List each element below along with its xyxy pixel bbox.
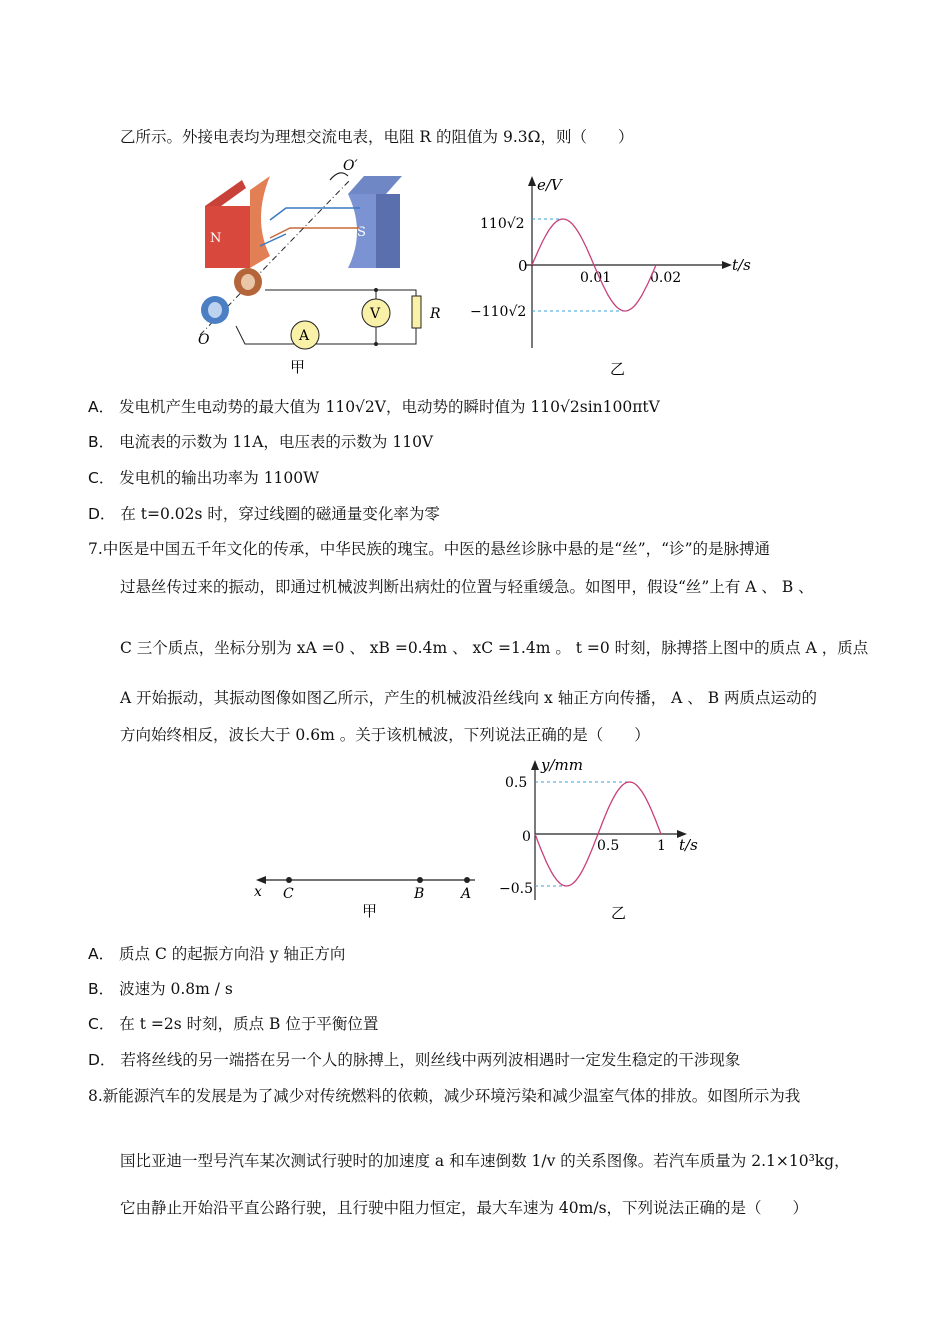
x-label: t/s <box>732 256 751 274</box>
q8-line-1: 8.新能源汽车的发展是为了减少对传统燃料的依赖，减少环境污染和减少温室气体的排放。如图所示为我 <box>88 1087 801 1105</box>
q7-figure-yi <box>495 752 725 922</box>
point-b <box>417 877 423 883</box>
q8-line-3: 它由静止开始沿平直公路行驶，且行驶中阻力恒定，最大车速为 40m/s，下列说法正确的是（ ） <box>120 1199 809 1217</box>
a-label: A <box>461 886 472 902</box>
point-c <box>286 877 292 883</box>
q6-yi-caption: 乙 <box>610 360 626 378</box>
ytick-top: 0.5 <box>505 775 528 791</box>
s-magnet-top <box>348 176 402 194</box>
xtick-1: 0.01 <box>580 270 612 286</box>
b-label: B <box>414 886 425 902</box>
n-magnet-curve <box>250 176 270 268</box>
x-label: x <box>254 884 262 900</box>
c-label: C <box>283 886 294 902</box>
q7-line-2: 过悬丝传过来的振动，即通过机械波判断出病灶的位置与轻重缓急。如图甲，假设“丝”上有 A 、 B 、 <box>120 578 814 596</box>
q7-figure-jia <box>250 868 490 918</box>
q7-option-b[interactable]: B． 波速为 0.8m / s <box>88 980 233 998</box>
coil-wire-1 <box>270 208 360 220</box>
q7-line-1: 7.中医是中国五千年文化的传承，中华民族的瑰宝。中医的悬丝诊脉中悬的是“丝”，“诊”的是脉搏通 <box>88 540 770 558</box>
origin-label: 0 <box>522 829 531 845</box>
q6-option-a[interactable]: A． 发电机产生电动势的最大值为 110√2V，电动势的瞬时值为 110√2sin100πtV <box>88 398 660 416</box>
q6-figure-yi <box>470 170 760 380</box>
q7-line-3: C 三个质点，坐标分别为 xA =0 、 xB =0.4m 、 xC =1.4m 。 t =0 时刻，脉搏搭上图中的质点 A ，质点 <box>120 639 869 657</box>
origin-label: 0 <box>518 257 528 275</box>
ammeter-label: A <box>299 328 310 344</box>
ytick-bottom: −110√2 <box>470 304 527 320</box>
q6-option-b[interactable]: B． 电流表的示数为 11A，电压表的示数为 110V <box>88 433 434 451</box>
q7-yi-caption: 乙 <box>611 904 627 922</box>
resistor-label: R <box>430 306 441 322</box>
voltmeter-label: V <box>370 306 381 322</box>
y-label: y/mm <box>541 756 583 774</box>
q6-stem-end: 乙所示。外接电表均为理想交流电表，电阻 R 的阻值为 9.3Ω，则（ ） <box>120 128 634 146</box>
oprime-label: O′ <box>343 158 358 174</box>
o-label: O <box>198 332 210 348</box>
xtick-2: 1 <box>657 838 666 854</box>
n-label: N <box>210 231 222 246</box>
q6-option-d[interactable]: D． 在 t=0.02s 时，穿过线圈的磁通量变化率为零 <box>88 505 440 523</box>
ytick-bottom: −0.5 <box>499 881 533 897</box>
q7-option-d[interactable]: D． 若将丝线的另一端搭在另一个人的脉搏上，则丝线中两列波相遇时一定发生稳定的干涉现象 <box>88 1051 741 1069</box>
q7-option-a[interactable]: A． 质点 C 的起振方向沿 y 轴正方向 <box>88 945 346 963</box>
q6-figure-jia <box>190 160 460 380</box>
q6-option-c[interactable]: C． 发电机的输出功率为 1100W <box>88 469 320 487</box>
q7-jia-caption: 甲 <box>362 902 378 920</box>
q7-line-5: 方向始终相反，波长大于 0.6m 。关于该机械波，下列说法正确的是（ ） <box>120 726 650 744</box>
y-label: e/V <box>537 176 562 194</box>
ytick-top: 110√2 <box>480 216 525 232</box>
s-magnet-side <box>372 194 400 268</box>
point-a <box>464 877 470 883</box>
q8-line-2: 国比亚迪一型号汽车某次测试行驶时的加速度 a 和车速倒数 1/v 的关系图像。若汽车质量为 2.1×10³kg， <box>120 1152 850 1170</box>
coil-wire-2 <box>270 228 360 238</box>
s-label: S <box>357 225 366 240</box>
q7-option-c[interactable]: C． 在 t =2s 时刻，质点 B 位于平衡位置 <box>88 1015 379 1033</box>
q7-line-4: A 开始振动，其振动图像如图乙所示，产生的机械波沿丝线向 x 轴正方向传播， A 、 B 两质点运动的 <box>120 689 818 707</box>
resistor-r <box>412 296 421 328</box>
xtick-1: 0.5 <box>597 838 620 854</box>
x-label: t/s <box>679 836 698 854</box>
q6-jia-caption: 甲 <box>290 358 306 376</box>
xtick-2: 0.02 <box>650 270 682 286</box>
